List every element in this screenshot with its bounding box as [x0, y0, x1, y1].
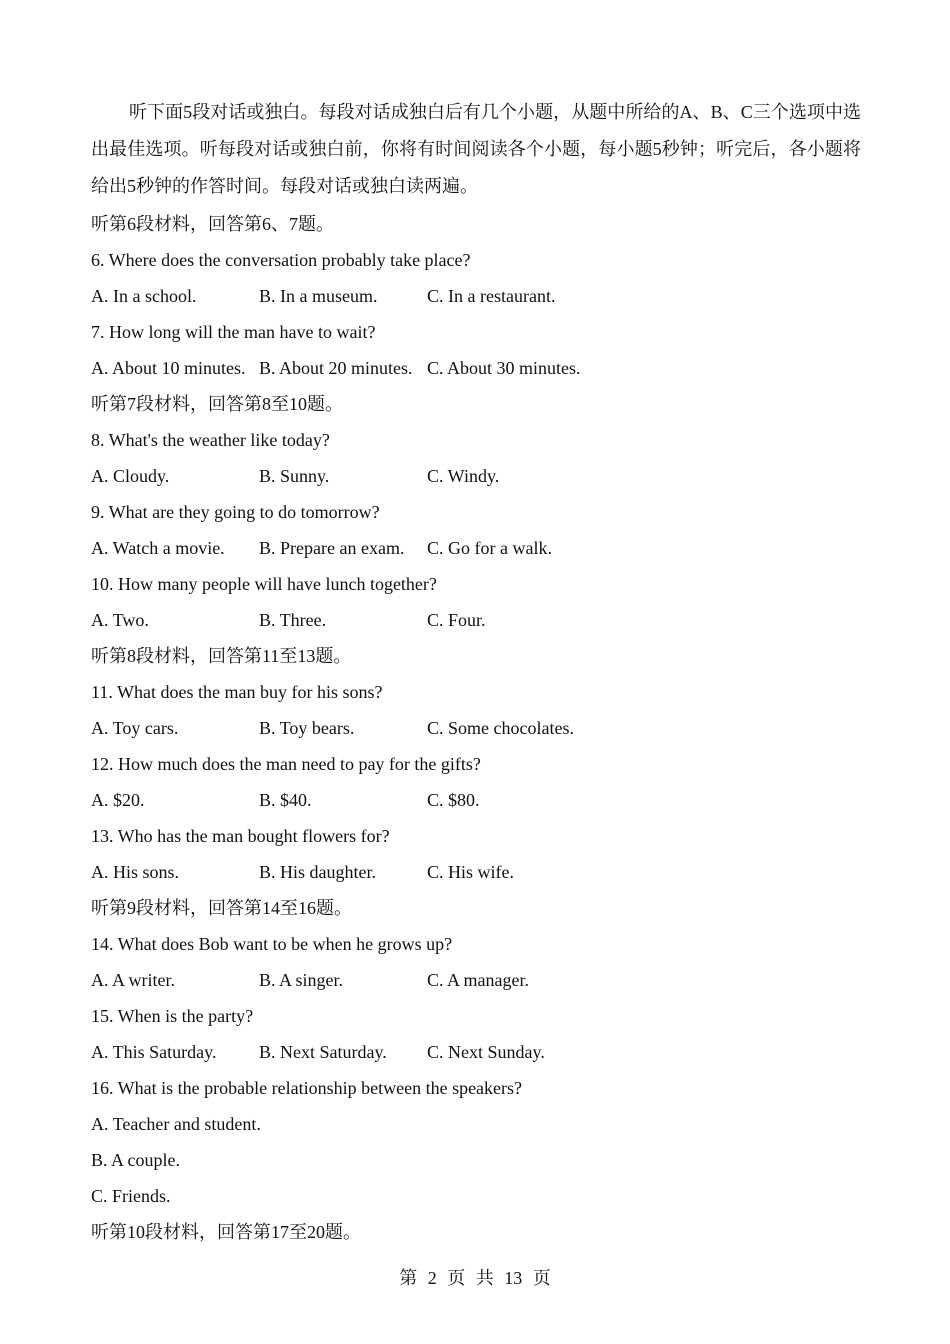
- option-b: B. In a museum.: [259, 286, 378, 306]
- option-c: C. Friends.: [91, 1186, 171, 1206]
- option-a: A. Two.: [91, 610, 149, 630]
- option-b: B. His daughter.: [259, 862, 376, 882]
- section-heading: 听第7段材料，回答第8至10题。: [91, 394, 343, 414]
- options-12: [91, 782, 861, 818]
- option-a: A. His sons.: [91, 862, 180, 882]
- question-9: 9. What are they going to do tomorrow?: [91, 502, 380, 522]
- option-c: C. His wife.: [427, 862, 514, 882]
- option-b: B. A couple.: [91, 1150, 180, 1170]
- option-c: C. Some chocolates.: [427, 718, 574, 738]
- option-a: A. In a school.: [91, 286, 197, 306]
- section-heading: 听第8段材料，回答第11至13题。: [91, 646, 352, 666]
- question-15: 15. When is the party?: [91, 1006, 254, 1026]
- question-10: 10. How many people will have lunch together?: [91, 574, 437, 594]
- options-11: [91, 710, 861, 746]
- options-14: [91, 962, 861, 998]
- option-c: C. Four.: [427, 610, 486, 630]
- section-instructions: 听下面5段对话或独白。每段对话成独白后有几个小题，从题中所给的A、B、C三个选项中选出最佳选项。听每段对话或独白前，你将有时间阅读各个小题，每小题5秒钟；听完后，各小题将给出5秒钟的作答时间。每段对话或独白读两遍。: [91, 102, 861, 196]
- option-b: B. A singer.: [259, 970, 344, 990]
- question-13: 13. Who has the man bought flowers for?: [91, 826, 390, 846]
- option-a: A. Teacher and student.: [91, 1114, 261, 1134]
- question-14: 14. What does Bob want to be when he grows up?: [91, 934, 453, 954]
- exam-page: [91, 94, 861, 1250]
- option-b: B. Toy bears.: [259, 718, 355, 738]
- option-b: B. Prepare an exam.: [259, 538, 405, 558]
- option-c: C. Next Sunday.: [427, 1042, 545, 1062]
- section-heading: 听第10段材料，回答第17至20题。: [91, 1222, 361, 1242]
- option-c: C. A manager.: [427, 970, 529, 990]
- option-c: C. In a restaurant.: [427, 286, 556, 306]
- section-heading: 听第9段材料，回答第14至16题。: [91, 898, 352, 918]
- option-c: C. Go for a walk.: [427, 538, 552, 558]
- options-8: [91, 458, 861, 494]
- question-7: 7. How long will the man have to wait?: [91, 322, 376, 342]
- question-16: 16. What is the probable relationship between the speakers?: [91, 1078, 523, 1098]
- question-12: 12. How much does the man need to pay for the gifts?: [91, 754, 481, 774]
- options-6: [91, 278, 861, 314]
- option-a: A. A writer.: [91, 970, 175, 990]
- option-a: A. $20.: [91, 790, 145, 810]
- options-10: [91, 602, 861, 638]
- option-b: B. Three.: [259, 610, 327, 630]
- option-c: C. About 30 minutes.: [427, 358, 581, 378]
- option-a: A. Toy cars.: [91, 718, 179, 738]
- option-b: B. Sunny.: [259, 466, 330, 486]
- option-a: A. Cloudy.: [91, 466, 170, 486]
- options-13: [91, 854, 861, 890]
- question-8: 8. What's the weather like today?: [91, 430, 330, 450]
- options-15: [91, 1034, 861, 1070]
- option-c: C. Windy.: [427, 466, 500, 486]
- option-a: A. About 10 minutes.: [91, 358, 246, 378]
- option-c: C. $80.: [427, 790, 480, 810]
- question-6: 6. Where does the conversation probably take place?: [91, 250, 471, 270]
- section-heading: 听第6段材料，回答第6、7题。: [91, 214, 334, 234]
- option-b: B. Next Saturday.: [259, 1042, 387, 1062]
- options-7: [91, 350, 861, 386]
- option-a: A. Watch a movie.: [91, 538, 225, 558]
- question-11: 11. What does the man buy for his sons?: [91, 682, 383, 702]
- page-number: 第 2 页 共 13 页: [399, 1268, 551, 1288]
- option-a: A. This Saturday.: [91, 1042, 217, 1062]
- option-b: B. $40.: [259, 790, 312, 810]
- option-b: B. About 20 minutes.: [259, 358, 413, 378]
- options-9: [91, 530, 861, 566]
